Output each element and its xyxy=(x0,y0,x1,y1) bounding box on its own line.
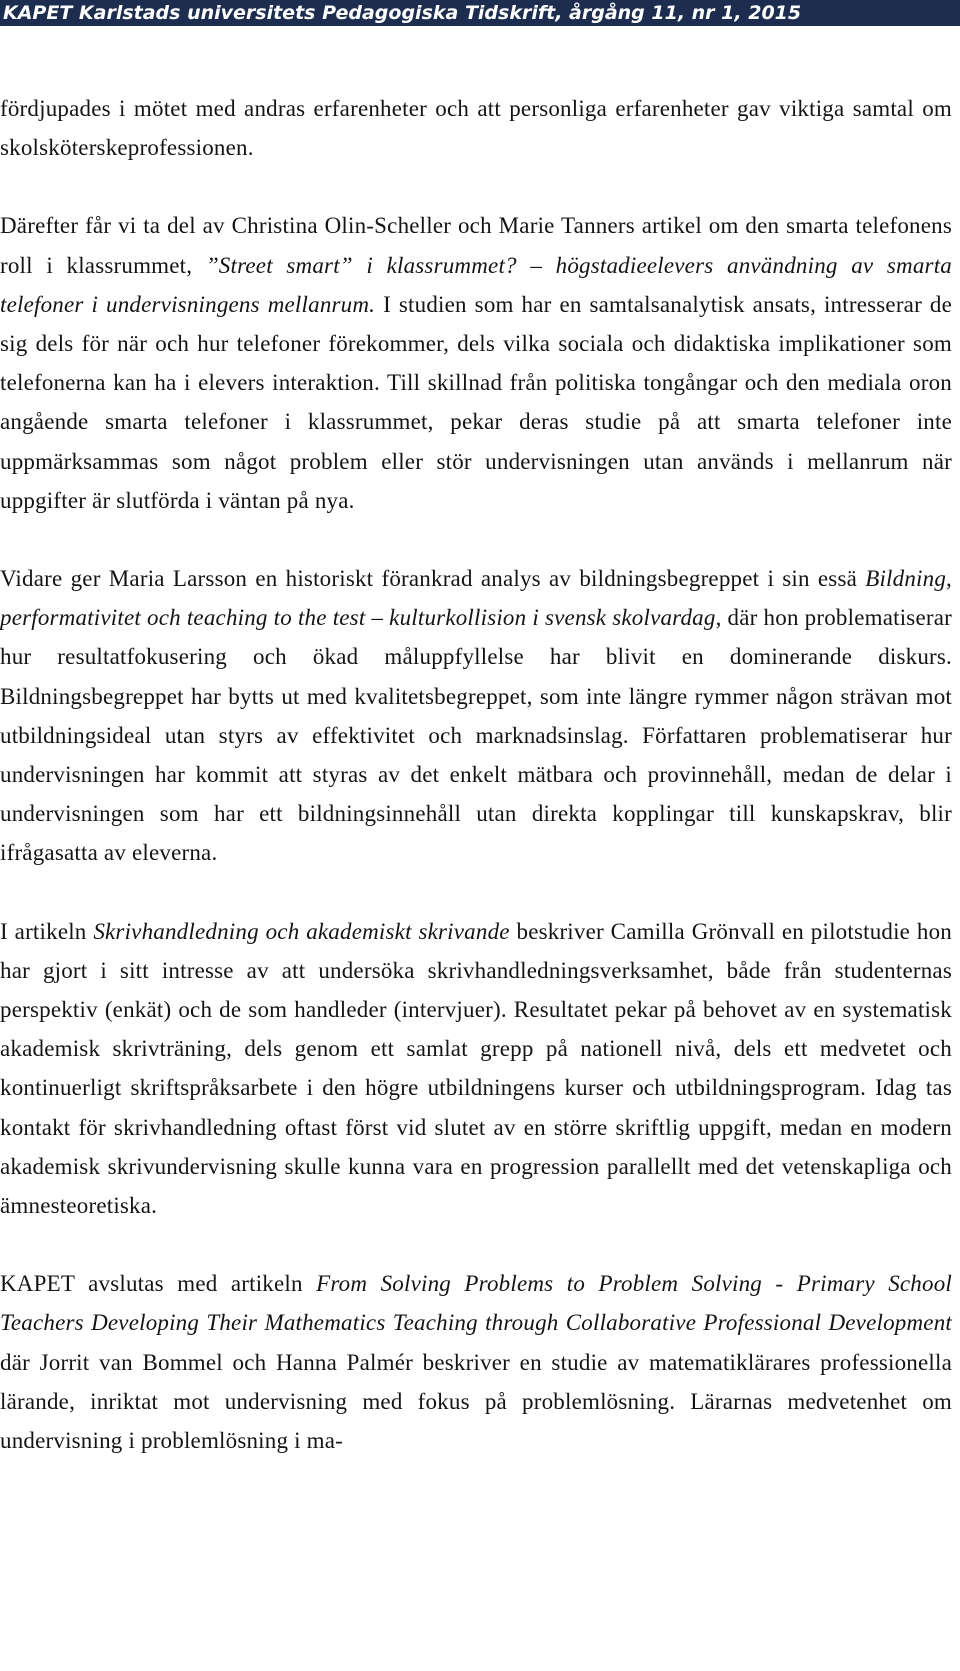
paragraph-5 xyxy=(0,1264,952,1460)
paragraph-1 xyxy=(0,89,952,167)
article-title-italic: Skrivhandledning och akademiskt skrivande xyxy=(93,918,510,944)
article-title-italic: Bildning, performativitet och teaching to the test – kulturkollision i svensk skolvardag xyxy=(0,566,952,631)
running-header xyxy=(0,0,960,26)
paragraph-text: KAPET avslutas med artikeln xyxy=(0,1271,317,1297)
paragraph-4 xyxy=(0,912,952,1226)
article-body xyxy=(0,89,952,1460)
article-title-italic: From Solving Problems to Problem Solving - Primary School Teachers Developing Their Mathematics Teaching through Collaborative Professional Development xyxy=(0,1271,952,1336)
paragraph-text: , där hon problematiserar hur resultatfokusering och ökad måluppfyllelse har blivit en dominerande diskurs. Bildningsbegreppet har bytts ut med kvalitetsbegreppet, som inte längre rymmer någon strävan mot utbildningsideal utan styrs av effektivitet och marknadsinslag. Författaren problematiserar hur undervisningen har kommit att styras av det enkelt mätbara och provinnehåll, medan de delar i undervisningen som har ett bildningsinnehåll utan direkta kopplingar till kunskapskrav, blir ifrågasatta av eleverna. xyxy=(0,605,952,866)
paragraph-3 xyxy=(0,559,952,873)
running-header-title: KAPET Karlstads universitets Pedagogiska Tidskrift, årgång 11, nr 1, 2015 xyxy=(3,2,802,24)
paragraph-text: Vidare ger Maria Larsson en historiskt förankrad analys av bildningsbegreppet i sin essä xyxy=(0,566,866,592)
paragraph-text: fördjupades i mötet med andras erfarenheter och att personliga erfarenheter gav viktiga samtal om skolsköterskeprofessionen. xyxy=(0,96,952,161)
paragraph-text: beskriver Camilla Grönvall en pilotstudie hon har gjort i sitt intresse av att undersöka skrivhandledningsverksamhet, både från studenternas perspektiv (enkät) och de som handleder (intervjuer). Resultatet pekar på behovet av en systematisk akademisk skrivträning, dels genom ett samlat grepp på nationell nivå, dels ett medvetet och kontinuerligt skriftspråksarbete i den högre utbildningens kurser och utbildningsprogram. Idag tas kontakt för skrivhandledning oftast först vid slutet av en större skriftlig uppgift, medan en modern akademisk skrivundervisning skulle kunna vara en progression parallellt med det vetenskapliga och ämnesteoretiska. xyxy=(0,918,952,1219)
paragraph-text: I studien som har en samtalsanalytisk ansats, intresserar de sig dels för när och hur telefoner förekommer, dels vilka sociala och didaktiska implikationer som telefonerna kan ha i elevers interaktion. Till skillnad från politiska tongångar och den mediala oron angående smarta telefoner i klassrummet, pekar deras studie på att smarta telefoner inte uppmärksammas som något problem eller stör undervisningen utan används i mellanrum när uppgifter är slutförda i väntan på nya. xyxy=(0,291,953,513)
paragraph-text: där Jorrit van Bommel och Hanna Palmér beskriver en studie av matematiklärares professionella lärande, inriktat mot undervisning med fokus på problemlösning. Lärarnas medvetenhet om undervisning i problemlösning i ma- xyxy=(0,1349,952,1454)
paragraph-text: Därefter får vi ta del av Christina Olin-Scheller och Marie Tanners artikel om den smarta telefonens roll i klassrummet, xyxy=(0,213,952,278)
article-title-italic: ”Street smart” i klassrummet? – högstadieelevers användning av smarta telefoner i undervisningens mellanrum. xyxy=(0,252,952,317)
paragraph-2 xyxy=(0,206,952,520)
paragraph-text: I artikeln xyxy=(0,918,94,944)
